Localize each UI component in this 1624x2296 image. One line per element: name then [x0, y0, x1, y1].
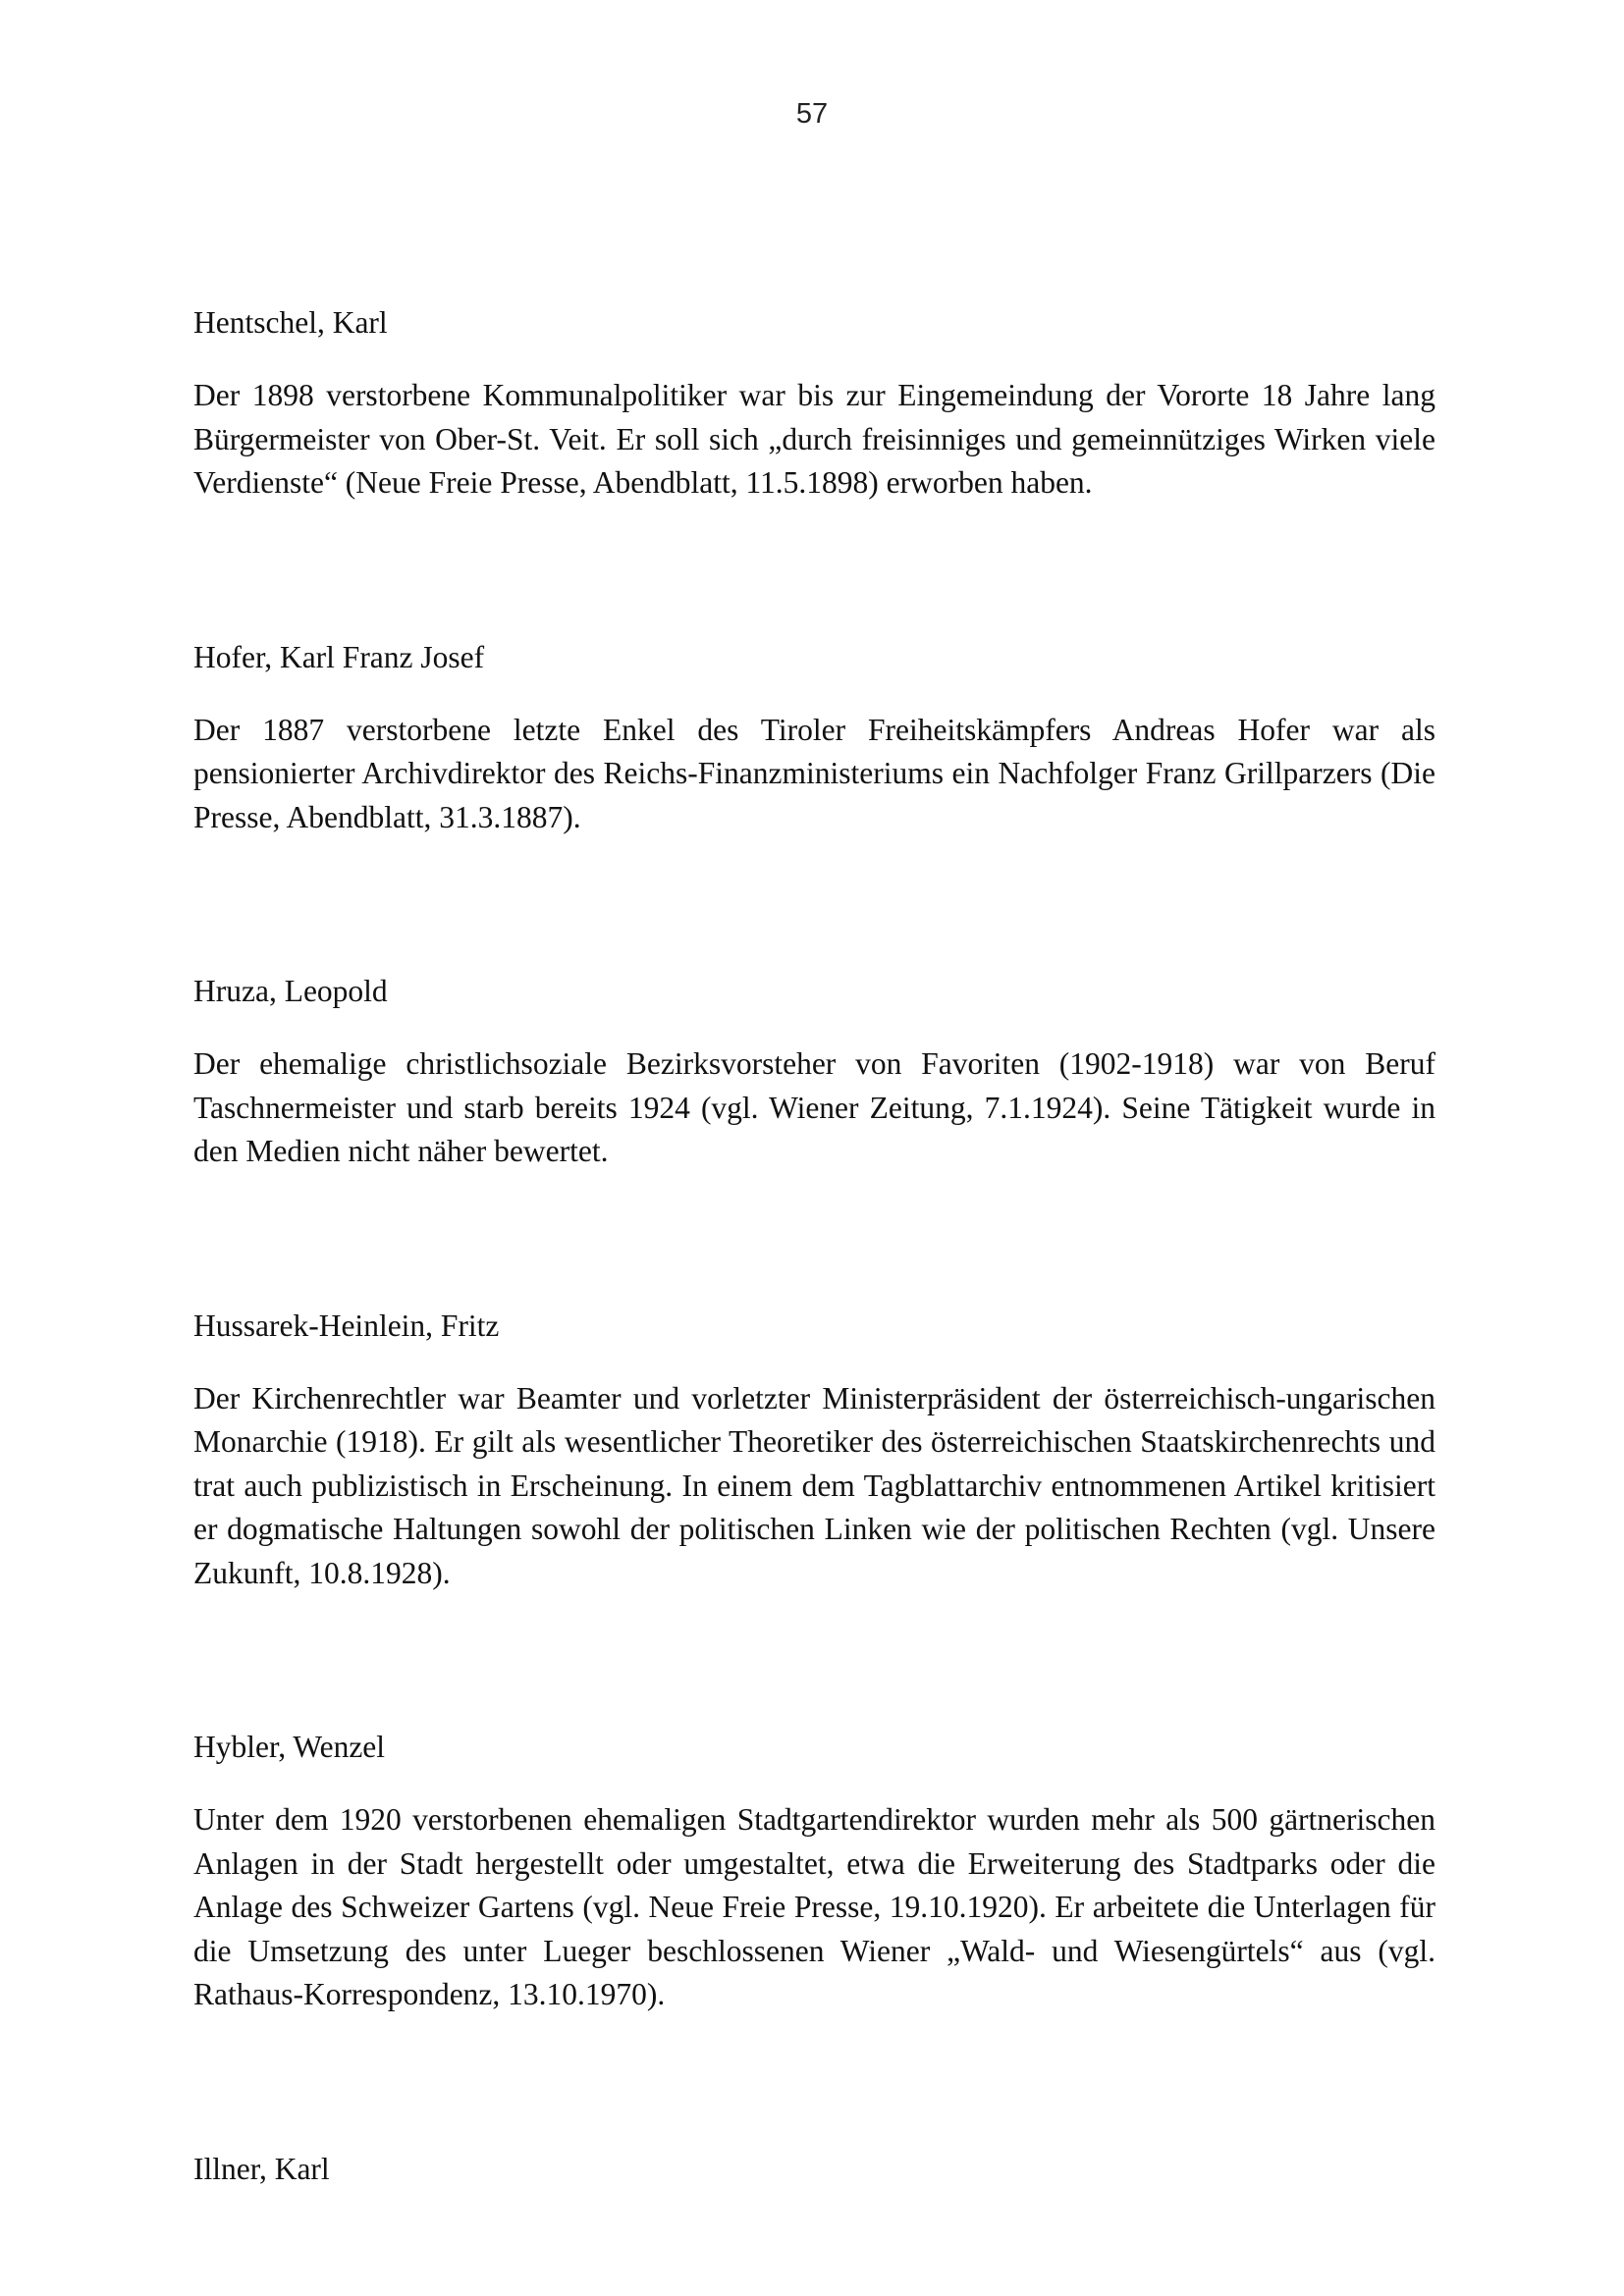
entry-hruza	[193, 970, 1435, 1174]
entry-hybler	[193, 1726, 1435, 2017]
entry-text: Unter dem 1920 verstorbenen ehemaligen Stadtgartendirektor wurden mehr als 500 gärtnerischen Anlagen in der Stadt hergestellt oder umgestaltet, etwa die Erweiterung des Stadtparks oder die Anlage des Schweizer Gartens (vgl. Neue Freie Presse, 19.10.1920). Er arbeitete die Unterlagen für die Umsetzung des unter Lueger beschlossenen Wiener „Wald- und Wiesengürtels“ aus (vgl. Rathaus-Korrespondenz, 13.10.1970).	[193, 1802, 1435, 2011]
entry-spacer	[193, 839, 1435, 970]
entry-spacer	[193, 1174, 1435, 1305]
entry-spacer	[193, 506, 1435, 636]
entry-illner	[193, 2148, 1435, 2191]
entry-text: Der 1887 verstorbene letzte Enkel des Tiroler Freiheitskämpfers Andreas Hofer war als pensionierter Archivdirektor des Reichs-Finanzministeriums ein Nachfolger Franz Grillparzers (Die Presse, Abendblatt, 31.3.1887).	[193, 712, 1435, 834]
entry-name: Hussarek-Heinlein, Fritz	[193, 1308, 500, 1343]
entry-name: Hruza, Leopold	[193, 974, 388, 1008]
entry-text: Der Kirchenrechtler war Beamter und vorletzter Ministerpräsident der österreichisch-ungarischen Monarchie (1918). Er gilt als wesentlicher Theoretiker des österreichischen Staatskirchenrechts und trat auch publizistisch in Erscheinung. In einem dem Tagblattarchiv entnommenen Artikel kritisiert er dogmatische Haltungen sowohl der politischen Linken wie der politischen Rechten (vgl. Unsere Zukunft, 10.8.1928).	[193, 1380, 1435, 1590]
entry-text: Der ehemalige christlichsoziale Bezirksvorsteher von Favoriten (1902-1918) war von Beruf Taschnermeister und starb bereits 1924 (vgl. Wiener Zeitung, 7.1.1924). Seine Tätigkeit wurde in den Medien nicht näher bewertet.	[193, 1046, 1435, 1168]
entry-spacer	[193, 1595, 1435, 1726]
entry-spacer	[193, 2017, 1435, 2148]
entry-name: Illner, Karl	[193, 2151, 330, 2186]
page-number: 57	[795, 98, 829, 130]
document-body	[193, 301, 1435, 2220]
entry-text: Der 1898 verstorbene Kommunalpolitiker war bis zur Eingemeindung der Vororte 18 Jahre lang Bürgermeister von Ober-St. Veit. Er soll sich „durch freisinniges und gemeinnütziges Wirken viele Verdienste“ (Neue Freie Presse, Abendblatt, 11.5.1898) erworben haben.	[193, 378, 1435, 500]
entry-hofer	[193, 636, 1435, 840]
entry-name: Hentschel, Karl	[193, 305, 388, 340]
entry-hentschel	[193, 301, 1435, 506]
entry-name: Hofer, Karl Franz Josef	[193, 639, 485, 674]
entry-hussarek-heinlein	[193, 1305, 1435, 1596]
entry-name: Hybler, Wenzel	[193, 1730, 386, 1764]
